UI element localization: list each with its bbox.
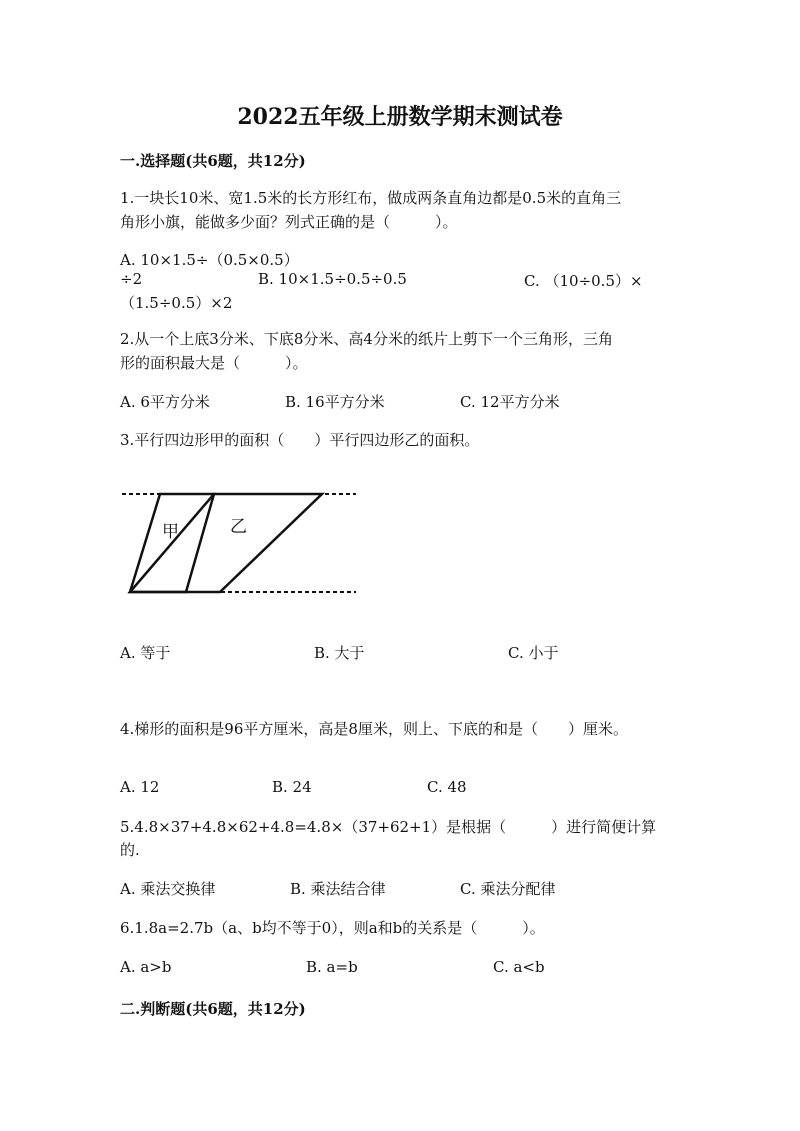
question-4-option-a: A. 12 — [120, 778, 160, 796]
question-4-line-1: 4.梯形的面积是96平方厘米，高是8厘米，则上、下底的和是（ ）厘米。 — [120, 720, 628, 738]
question-3-option-a: A. 等于 — [120, 644, 171, 662]
question-3-option-b: B. 大于 — [314, 644, 365, 662]
question-2-line-2: 形的面积最大是（ ）。 — [120, 354, 308, 372]
question-1-line-2: 角形小旗，能做多少面？列式正确的是（ ）。 — [120, 213, 458, 231]
question-2-line-1: 2.从一个上底3分米、下底8分米、高4分米的纸片上剪下一个三角形，三角 — [120, 330, 613, 348]
question-4-option-b: B. 24 — [272, 778, 312, 796]
question-5-line-1: 5.4.8×37+4.8×62+4.8=4.8×（37+62+1）是根据（ ）进行简便计算 — [120, 818, 657, 836]
question-6-option-c: C. a<b — [493, 958, 545, 976]
question-2-option-a: A. 6平方分米 — [120, 393, 210, 411]
question-6-option-b: B. a=b — [306, 958, 358, 976]
question-2-option-c: C. 12平方分米 — [460, 393, 560, 411]
question-5-option-a: A. 乘法交换律 — [120, 880, 216, 898]
label-jia: 甲 — [162, 522, 179, 542]
parallelogram-yi — [130, 494, 322, 592]
question-1-option-c: C. （10÷0.5）× — [524, 272, 643, 290]
question-1-option-c-cont: （1.5÷0.5）×2 — [120, 294, 233, 312]
question-4-option-c: C. 48 — [427, 778, 467, 796]
page-title: 2022五年级上册数学期末测试卷 — [237, 104, 563, 130]
question-2-option-b: B. 16平方分米 — [285, 393, 385, 411]
question-3-line-1: 3.平行四边形甲的面积（ ）平行四边形乙的面积。 — [120, 431, 480, 449]
question-3-option-c: C. 小于 — [508, 644, 559, 662]
question-5-option-b: B. 乘法结合律 — [290, 880, 386, 898]
section-heading-1: 一.选择题(共6题，共12分) — [120, 152, 306, 170]
question-6-option-a: A. a>b — [120, 958, 172, 976]
question-1-option-a: A. 10×1.5÷（0.5×0.5） — [120, 251, 299, 269]
question-5-line-2: 的. — [120, 841, 140, 859]
question-5-option-c: C. 乘法分配律 — [460, 880, 556, 898]
section-heading-2: 二.判断题(共6题，共12分) — [120, 1000, 306, 1018]
label-yi: 乙 — [230, 517, 247, 537]
question-6-line-1: 6.1.8a=2.7b（a、b均不等于0），则a和b的关系是（ ）。 — [120, 919, 545, 937]
question-1-option-a-cont: ÷2 — [120, 270, 143, 288]
question-1-option-b: B. 10×1.5÷0.5÷0.5 — [258, 270, 407, 288]
question-1-line-1: 1.一块长10米、宽1.5米的长方形红布，做成两条直角边都是0.5米的直角三 — [120, 189, 622, 207]
